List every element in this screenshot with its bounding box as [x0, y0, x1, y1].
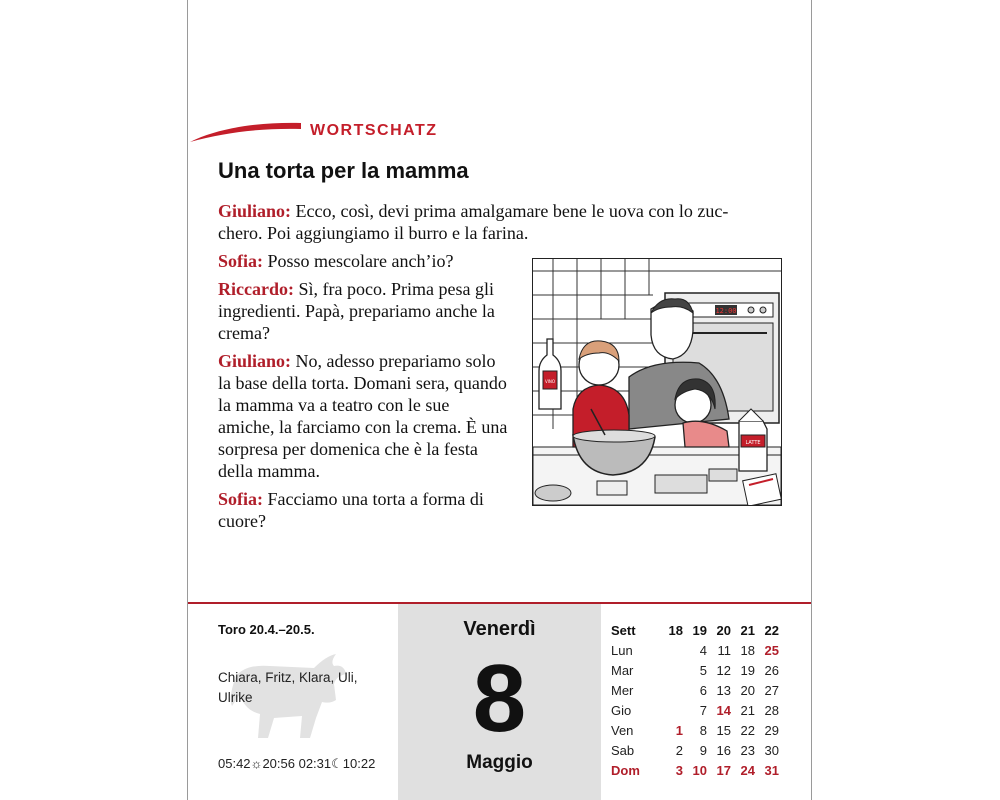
calendar-header-row [611, 620, 779, 640]
calendar-cell: 9 [699, 742, 707, 758]
calendar-cell: 10 [692, 762, 707, 778]
line-text: Posso mescolare anch’io? [267, 251, 454, 271]
zodiac-panel [188, 604, 398, 800]
speaker-name: Sofia: [218, 251, 263, 271]
calendar-day-label: Ven [611, 722, 634, 738]
calendar-cell: 3 [675, 762, 683, 778]
date-panel [398, 604, 601, 800]
calendar-cell: 12 [716, 662, 731, 678]
calendar-cell: 29 [764, 722, 779, 738]
speaker-name: Giuliano: [218, 201, 292, 221]
zodiac-sign: Toro 20.4.–20.5. [218, 622, 315, 637]
calendar-cell: 30 [764, 742, 779, 758]
calendar-cell: 19 [740, 662, 755, 678]
calendar-row [611, 680, 779, 700]
month-name: Maggio [466, 752, 533, 773]
calendar-day-label: Sab [611, 742, 635, 758]
calendar-day-label: Mer [611, 682, 634, 698]
calendar-cell: 26 [764, 662, 779, 678]
dialog-line [218, 350, 508, 482]
bottle-label: VINO [544, 379, 556, 384]
weekday: Venerdì [463, 618, 536, 640]
calendar-header-cell: Sett [611, 622, 636, 638]
name-days: Chiara, Fritz, Klara, Uli, Ulrike [218, 670, 358, 705]
line-text: No, adesso prepariamo solo la base della torta. Domani sera, quando la mamma va a teatro con le sue amiche, la farciamo con la crema. È una sorpresa per domenica che è la festa della mamma. [218, 351, 508, 481]
calendar-day-label: Gio [611, 702, 632, 718]
calendar-cell [659, 680, 683, 700]
speaker-name: Riccardo: [218, 279, 294, 299]
calendar-cell: 28 [764, 702, 779, 718]
calendar-header-cell: 19 [692, 622, 707, 638]
illustration-drawing [533, 259, 781, 505]
calendar-cell: 2 [675, 742, 683, 758]
calendar-row [611, 720, 779, 740]
line-text: Ecco, così, devi prima amalgamare bene le uova con lo zucchero. Poi aggiungiamo il burro e la farina. [218, 201, 729, 243]
calendar-table [611, 620, 779, 780]
line-text: Facciamo una torta a forma di cuore? [218, 489, 484, 531]
section-label: WORTSCHATZ [310, 122, 438, 139]
oven-display-text: 12:00 [715, 307, 737, 315]
calendar-row [611, 740, 779, 760]
calendar-day-label: Mar [611, 662, 634, 678]
carton-label: LATTE [745, 440, 761, 446]
calendar-row [611, 700, 779, 720]
calendar-cell: 18 [740, 642, 755, 658]
calendar-day-label: Dom [611, 762, 640, 778]
calendar-header-cell: 22 [764, 622, 779, 638]
cooking-family-illustration [532, 258, 782, 506]
calendar-cell [659, 660, 683, 680]
calendar-cell-holiday: 1 [675, 722, 683, 738]
calendar-cell: 15 [716, 722, 731, 738]
calendar-row [611, 660, 779, 680]
speaker-name: Giuliano: [218, 351, 292, 371]
month-calendar [601, 604, 811, 800]
calendar-page [187, 0, 812, 800]
calendar-cell: 7 [699, 702, 707, 718]
line-text: Sì, fra poco. Prima pesa gli ingredienti. Papà, prepariamo anche la crema? [218, 279, 495, 343]
calendar-cell: 20 [740, 682, 755, 698]
calendar-cell: 8 [699, 722, 707, 738]
dialog-line [218, 200, 763, 244]
calendar-cell-holiday: 14 [716, 702, 731, 718]
calendar-cell: 23 [740, 742, 755, 758]
calendar-cell [659, 700, 683, 720]
dialog-line [218, 278, 508, 344]
calendar-row [611, 640, 779, 660]
calendar-cell [659, 640, 683, 660]
calendar-cell: 27 [764, 682, 779, 698]
calendar-cell: 21 [740, 702, 755, 718]
calendar-cell: 24 [740, 762, 755, 778]
sun-moon-times: 05:42☼20:56 02:31☾10:22 [218, 756, 376, 771]
speaker-name: Sofia: [218, 489, 263, 509]
calendar-cell: 16 [716, 742, 731, 758]
red-swoosh-decoration [188, 118, 303, 144]
day-number: 8 [472, 645, 527, 752]
calendar-cell: 31 [764, 762, 779, 778]
calendar-cell: 13 [716, 682, 731, 698]
calendar-day-label: Lun [611, 642, 633, 658]
calendar-cell: 5 [699, 662, 707, 678]
calendar-header-cell: 20 [716, 622, 731, 638]
dialog-line [218, 250, 508, 272]
calendar-cell: 6 [699, 682, 707, 698]
calendar-cell: 4 [699, 642, 707, 658]
calendar-cell: 11 [717, 642, 731, 658]
calendar-cell-holiday: 25 [764, 642, 779, 658]
calendar-header-cell: 21 [740, 622, 755, 638]
dialog-line [218, 488, 508, 532]
calendar-row-sunday [611, 760, 779, 780]
calendar-cell: 17 [716, 762, 731, 778]
page-title: Una torta per la mamma [218, 158, 469, 183]
calendar-header-cell: 18 [668, 622, 683, 638]
calendar-cell: 22 [740, 722, 755, 738]
